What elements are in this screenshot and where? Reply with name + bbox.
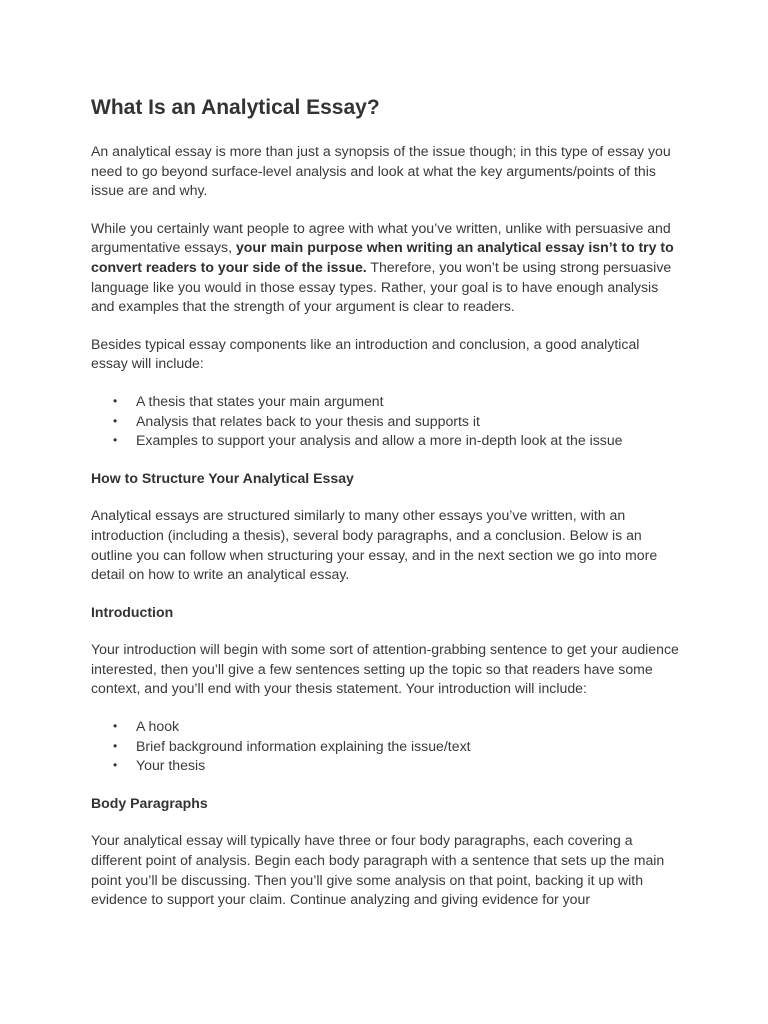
bullet-icon: • [113,719,118,734]
bullet-icon: • [113,433,118,448]
components-list [91,392,680,451]
introduction-heading: Introduction [91,603,174,620]
structure-paragraph: Analytical essays are structured similarly to many other essays you’ve written, with an introduction (including a thesis), several body paragraphs, and a conclusion. Below is an outline you can follow when structuring your essay, and in the next section we go into more detail on how to write an analytical essay. [91,507,658,583]
list-item [113,717,680,737]
page-title: What Is an Analytical Essay? [91,96,380,119]
list-item-text: A thesis that states your main argument [136,392,384,409]
purpose-text-before: While you certainly want people to agree with what you’ve written, unlike with persuasive and argumentative essays, [91,219,671,256]
list-item-text: A hook [136,718,180,735]
purpose-paragraph [91,219,680,317]
body-paragraph: Your analytical essay will typically have three or four body paragraphs, each covering a different point of analysis. Begin each body paragraph with a sentence that sets up the main point you’ll be discussing. Then you’ll give some analysis on that point, backing it up with evidence to support your claim. Continue analyzing and giving evidence for your [91,832,665,908]
bullet-icon: • [113,393,118,408]
list-item [113,756,680,776]
introduction-list [91,717,680,776]
bullet-icon: • [113,758,118,773]
purpose-text-bold: your main purpose when writing an analytical essay isn’t to try to convert readers to your side of the issue. [91,239,674,275]
list-item-text: Analysis that relates back to your thesis and supports it [136,412,480,429]
components-paragraph: Besides typical essay components like an introduction and conclusion, a good analytical essay will include: [91,335,640,372]
list-item [113,412,680,432]
introduction-paragraph: Your introduction will begin with some sort of attention-grabbing sentence to get your audience interested, then you’ll give a few sentences setting up the topic so that readers have some context, and you’ll end with your thesis statement. Your introduction will include: [91,641,679,697]
list-item [113,737,680,757]
bullet-icon: • [113,413,118,428]
intro-paragraph: An analytical essay is more than just a synopsis of the issue though; in this type of essay you need to go beyond surface-level analysis and look at what the key arguments/points of this issue are and why. [91,143,671,199]
list-item [113,431,680,451]
list-item-text: Your thesis [136,757,206,774]
body-paragraphs-heading: Body Paragraphs [91,794,208,811]
structure-heading: How to Structure Your Analytical Essay [91,469,354,486]
purpose-text-after: Therefore, you won’t be using strong persuasive language like you would in those essay types. Rather, your goal is to have enough analysis and examples that the strength of your argument is clear to readers. [91,258,672,315]
list-item-text: Brief background information explaining the issue/text [136,737,471,754]
bullet-icon: • [113,738,118,753]
list-item-text: Examples to support your analysis and allow a more in-depth look at the issue [136,432,623,449]
list-item [113,392,680,412]
